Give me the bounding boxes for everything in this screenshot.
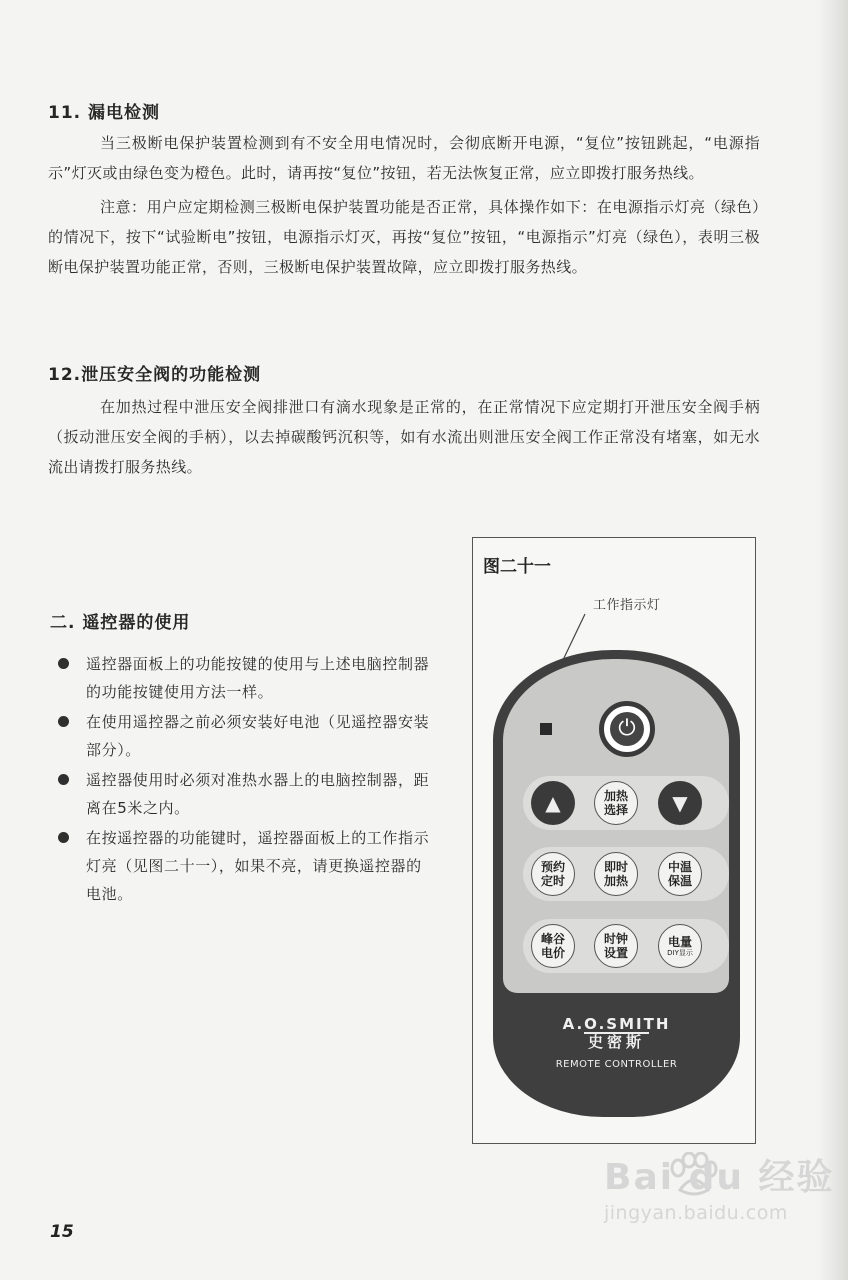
button-label-line: 加热 — [603, 874, 628, 888]
indicator-label: 工作指示灯 — [593, 598, 661, 613]
list-item-text: 在使用遥控器之前必须安装好电池（见遥控器安装部分）。 — [86, 713, 430, 759]
bullet-icon — [58, 716, 69, 727]
paragraph: 在加热过程中泄压安全阀排泄口有滴水现象是正常的，在正常情况下应定期打开泄压安全阀手柄（扳动泄压安全阀的手柄），以去掉碳酸钙沉积等，如有水流出则泄压安全阀工作正常没有堵塞，如无水流出请拨打服务热线。 — [48, 398, 760, 476]
up-button[interactable]: ▲ — [531, 781, 575, 825]
button-label-line: 选择 — [603, 803, 628, 817]
button-label-line: 即时 — [603, 860, 628, 874]
section-relief-valve-test — [48, 360, 760, 482]
section-leakage-test — [48, 98, 760, 282]
brand-chinese-name: 史密斯 — [584, 1032, 649, 1050]
brand-name: A.O.SMITH — [562, 1015, 671, 1033]
list-item — [58, 766, 430, 822]
brand-block — [493, 1016, 740, 1070]
list-item — [58, 824, 430, 908]
instant-heat-button[interactable] — [594, 852, 638, 896]
indicator-led — [540, 723, 552, 735]
remote-controller-label: REMOTE CONTROLLER — [555, 1059, 678, 1070]
button-label-line: 设置 — [603, 946, 628, 960]
button-label-line: 电价 — [540, 946, 565, 960]
page-number: 15 — [50, 1222, 74, 1242]
remote-section-title: 二. 遥控器的使用 — [50, 613, 191, 633]
section-heading: 12.泄压安全阀的功能检测 — [48, 365, 262, 385]
power-icon: ⏻ — [610, 712, 644, 746]
button-label-line: 电量 — [667, 935, 692, 949]
remote-usage-list — [58, 650, 430, 910]
baidu-jingyan-watermark — [604, 1158, 835, 1224]
list-item — [58, 650, 430, 706]
bullet-icon — [58, 774, 69, 785]
peak-valley-price-button[interactable] — [531, 924, 575, 968]
remote-face — [503, 659, 729, 993]
power-display-button[interactable] — [658, 924, 702, 968]
schedule-timer-button[interactable] — [531, 852, 575, 896]
list-item-text: 遥控器使用时必须对准热水器上的电脑控制器，距离在5米之内。 — [86, 771, 430, 817]
button-label-line: 预约 — [540, 860, 565, 874]
page-edge — [818, 0, 848, 1280]
remote-controller — [493, 650, 740, 1117]
watermark-logo-text: Bai du 经验 — [604, 1157, 835, 1198]
list-item-text: 遥控器面板上的功能按键的使用与上述电脑控制器的功能按键使用方法一样。 — [86, 655, 430, 701]
bullet-icon — [58, 832, 69, 843]
figure-title: 图二十一 — [483, 557, 551, 577]
button-label-line: 加热 — [603, 789, 628, 803]
button-label-line: 定时 — [540, 874, 565, 888]
button-label-line: 峰谷 — [540, 932, 565, 946]
power-button[interactable] — [599, 701, 655, 757]
medium-temp-keep-warm-button[interactable] — [658, 852, 702, 896]
paragraph: 注意：用户应定期检测三极断电保护装置功能是否正常，具体操作如下：在电源指示灯亮（绿色）的情况下，按下“试验断电”按钮，电源指示灯灭，再按“复位”按钮，“电源指示”灯亮（绿色），表明三极断电保护装置功能正常，否则，三极断电保护装置故障，应立即拨打服务热线。 — [48, 198, 760, 276]
clock-set-button[interactable] — [594, 924, 638, 968]
section-heading: 11. 漏电检测 — [48, 103, 161, 123]
figure-21 — [472, 537, 756, 1144]
button-label-line: 时钟 — [603, 932, 628, 946]
watermark-url: jingyan.baidu.com — [604, 1202, 788, 1224]
button-label-line: 中温 — [667, 860, 692, 874]
heat-select-button[interactable] — [594, 781, 638, 825]
list-item — [58, 708, 430, 764]
button-sublabel: DIY显示 — [667, 949, 693, 957]
paragraph: 当三极断电保护装置检测到有不安全用电情况时，会彻底断开电源，“复位”按钮跳起，“电源指示”灯灭或由绿色变为橙色。此时，请再按“复位”按钮，若无法恢复正常，应立即拨打服务热线。 — [48, 134, 760, 182]
list-item-text: 在按遥控器的功能键时，遥控器面板上的工作指示灯亮（见图二十一），如果不亮，请更换遥控器的电池。 — [86, 829, 430, 903]
down-button[interactable]: ▼ — [658, 781, 702, 825]
button-label-line: 保温 — [667, 874, 692, 888]
bullet-icon — [58, 658, 69, 669]
